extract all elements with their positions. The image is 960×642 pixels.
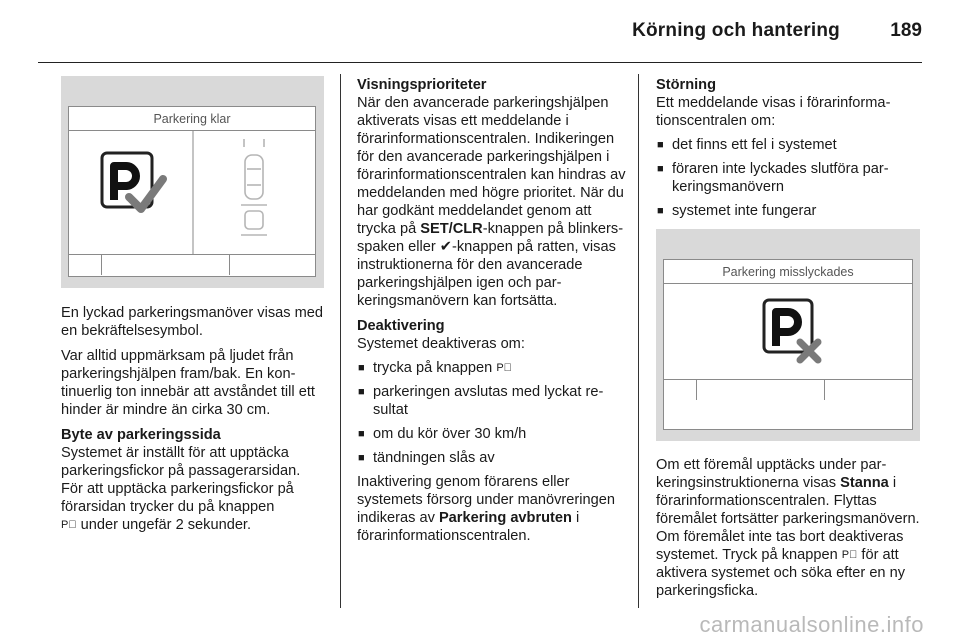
parking-assist-button-icon: P⃞ <box>496 362 512 374</box>
list-item: ■ om du kör över 30 km/h <box>357 425 627 443</box>
parking-assist-button-icon: P⃞ <box>841 549 858 561</box>
text-span: Om ett föremål upptäcks under parkeringsinstruktionerna visas <box>656 457 887 491</box>
text-span: för att aktivera systemet och söka efter en ny parkeringsficka. <box>656 547 906 599</box>
list-item: ■ tändningen slås av <box>357 449 627 467</box>
list-item: ■ det finns ett fel i systemet <box>656 136 924 154</box>
column-middle <box>357 76 627 552</box>
paragraph <box>656 456 924 600</box>
text-span: i förarinformationscentralen. <box>357 510 580 544</box>
column-divider-1 <box>340 74 341 608</box>
keyword-parking-aborted: Parkering avbruten <box>438 510 572 526</box>
section-heading: Störning <box>656 77 716 93</box>
check-icon: ✔ <box>439 239 452 255</box>
watermark: carmanualsonline.info <box>699 612 924 637</box>
info-display-screen <box>663 259 913 430</box>
display-footer <box>69 255 315 275</box>
page-header-title: Körning och hantering <box>632 20 840 41</box>
text-span: under ungefär 2 sekunder. <box>80 517 252 533</box>
keyword-set-clr: SET/CLR <box>420 221 483 237</box>
paragraph: En lyckad parkeringsmanöver visas med en bekräftelsesymbol. <box>61 305 323 339</box>
parking-assist-button-icon: P⃞ <box>61 519 77 531</box>
section-heading: Deaktivering <box>357 318 445 334</box>
figure-parking-failed <box>656 229 920 441</box>
bullet-list <box>357 359 627 467</box>
parking-success-graphic <box>69 131 317 255</box>
parking-p-check-icon <box>102 153 163 209</box>
section-heading: Byte av parkeringssida <box>61 427 221 443</box>
text-span: -knappen på ratten, visas instruktionerna för den avancerade parkeringshjälpen igen och parkeringsmanövern kan fortsätta. <box>357 239 616 309</box>
header-divider <box>38 62 922 63</box>
column-divider-2 <box>638 74 639 608</box>
text-span: Inaktivering genom förarens eller systemets försorg under manövreringen indikeras av <box>357 474 615 526</box>
text-span: i förarinformationscentralen. Flyttas föremålet fortsätter parkeringsmanövern. Om föremålet inte tas bort deaktiveras systemet. Tryck på knappen <box>656 475 920 563</box>
paragraph <box>61 444 326 534</box>
display-body <box>664 284 912 380</box>
list-item: ■ föraren inte lyckades slutföra parkeringsmanövern <box>656 160 924 196</box>
text-span: När den avancerade parkeringshjälpen aktiverats visas ett meddelande i förarinformationscentralen. Indikeringen för den avancerade parkeringshjälpen i förarinformationscentralen kan hindras av meddelanden med högre prioritet. När du har godkänt meddelandet genom att trycka på <box>357 95 626 237</box>
column-left <box>61 304 326 541</box>
paragraph <box>357 473 627 545</box>
paragraph <box>357 94 627 310</box>
figure-parking-complete <box>61 76 324 288</box>
list-item: ■ systemet inte fungerar <box>656 202 924 220</box>
bullet-list <box>656 136 924 220</box>
list-item-text: trycka på knappen <box>373 360 493 376</box>
display-title: Parkering misslyckades <box>664 260 912 284</box>
column-right <box>656 76 924 226</box>
paragraph: Var alltid uppmärksam på ljudet från parkeringshjälpen fram/bak. En kontinuerlig ton innebär att avståndet till ett hinder är mindre än cirka 30 cm. <box>61 348 315 418</box>
display-body <box>69 131 315 255</box>
parking-failed-graphic <box>664 284 914 380</box>
paragraph: Ett meddelande visas i förarinformationscentralen om: <box>656 95 891 129</box>
car-sensor-icon <box>241 139 267 235</box>
list-item: ■ parkeringen avslutas med lyckat resultat <box>357 383 627 419</box>
display-title: Parkering klar <box>69 107 315 131</box>
parking-p-cross-icon <box>764 300 818 360</box>
keyword-stanna: Stanna <box>840 475 889 491</box>
section-heading: Visningsprioriteter <box>357 77 487 93</box>
column-right-lower <box>656 456 924 607</box>
page-number: 189 <box>890 20 922 41</box>
display-footer <box>664 380 912 400</box>
paragraph: Systemet deaktiveras om: <box>357 336 525 352</box>
text-span: Systemet är inställt för att upptäcka parkeringsfickor på passagerarsidan. För att upptäcka parkeringsfickor på förarsidan trycker du på knappen <box>61 445 301 515</box>
list-item <box>357 359 627 377</box>
text-span: -knappen på blinkersspaken eller <box>357 221 624 255</box>
info-display-screen <box>68 106 316 277</box>
